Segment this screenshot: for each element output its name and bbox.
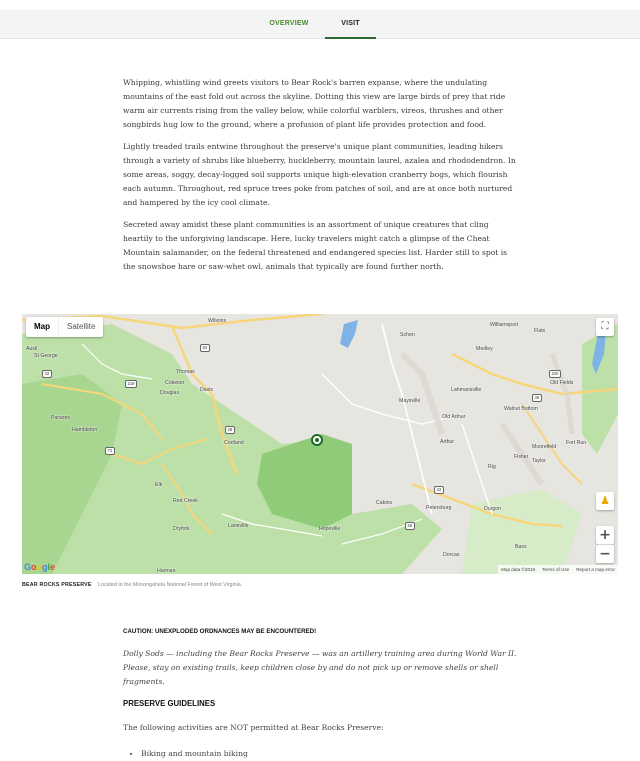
terms-of-use-link[interactable]: Terms of Use [542, 567, 570, 572]
zoom-in-button[interactable]: + [596, 526, 614, 544]
map-type-control [26, 317, 103, 337]
map-place-label: Thomas [176, 369, 195, 375]
map-place-label: Harman [157, 568, 176, 574]
map-place-label: Laneville [228, 523, 249, 529]
map-route-shield: 32 [42, 370, 52, 378]
tab-visit-label: VISIT [341, 20, 360, 27]
map-type-map-button[interactable]: Map [34, 322, 50, 331]
map-place-label: Schen [400, 332, 415, 338]
map-place-label: Ausil [26, 346, 38, 352]
map-attribution [498, 565, 618, 574]
map-route-shield: 42 [434, 486, 444, 494]
map-place-label: Douglas [160, 390, 180, 396]
active-tab-indicator [325, 37, 376, 39]
preserve-location-marker[interactable] [311, 434, 323, 446]
map-place-label: Moorefield [532, 444, 557, 450]
map-type-satellite-button[interactable]: Satellite [58, 317, 103, 337]
map-place-label: Davis [200, 387, 213, 393]
map-place-label: Bass [515, 544, 527, 550]
map-place-label: Flatx [534, 328, 546, 334]
article-paragraph: Secreted away amidst these plant communities is an assortment of unique creatures that cling heartily to the unforgiving landscape. Here, lucky travelers might catch a glimpse of the Cheat Mountain salamander, on the federal threatened and endangered species list. Harder still to spot is the snowshoe hare or saw-whet owl, animals that typically are found further north. [123, 220, 508, 271]
map-place-label: Durgon [484, 506, 502, 512]
map-place-label: Medley [476, 346, 493, 352]
map-place-label: Cabins [376, 500, 393, 506]
report-map-error-link[interactable]: Report a map error [576, 567, 615, 572]
map-route-shield: 219 [125, 380, 137, 388]
preserve-location-text: Located in the Monongahela National Forest of West Virginia. [98, 582, 243, 588]
map-place-label: Petersburg [426, 505, 452, 511]
google-logo[interactable]: Google [24, 562, 56, 572]
map-place-label: Lahmansville [451, 387, 482, 393]
fullscreen-icon[interactable]: ⛶ [596, 318, 614, 336]
preserve-name: BEAR ROCKS PRESERVE [22, 582, 92, 588]
pegman-icon[interactable]: ♟ [596, 492, 614, 510]
map-route-shield: 72 [105, 447, 115, 455]
map-place-label: Fort Run [566, 440, 587, 446]
article-paragraph: Lightly treaded trails entwine throughout the preserve's unique plant communities, leading hikers through a variety of shrubs like blueberry, huckleberry, mountain laurel, azalea and rhododendron. In some areas, soggy, decay-logged soil supports unique high-elevation cranberry bogs, which flourish each autumn. Throughout, red spruce trees poke from patches of soil, and are at once both nurtured and hampered by the icy cool climate. [123, 142, 516, 207]
caution-text: Dolly Sods — including the Bear Rocks Preserve — was an artillery training area during World War II. Please, stay on existing trails, keep children close by and do not pick up or remove shells or shell fragments. [123, 649, 517, 686]
map-route-shield: 55 [405, 522, 415, 530]
map-place-label: Fisher [514, 454, 529, 460]
list-item: • Biking and mountain biking [141, 747, 517, 761]
map-place-label: Williamsport [490, 322, 519, 328]
map-route-shield: 48 [532, 394, 542, 402]
map-place-label: Wilsons [208, 318, 227, 324]
map-place-label: Coketon [165, 380, 185, 386]
preserve-map[interactable] [22, 314, 618, 574]
section-tab-bar [0, 10, 640, 39]
article-body [123, 76, 517, 282]
tab-overview[interactable]: OVERVIEW [269, 20, 309, 27]
map-data-attribution: Map data ©2019 [501, 567, 536, 572]
map-place-label: Maysville [399, 398, 421, 404]
map-place-label: Dorcas [443, 552, 460, 558]
map-route-shield: 220 [549, 370, 561, 378]
caution-heading: CAUTION: UNEXPLODED ORDNANCES MAY BE ENCOUNTERED! [123, 628, 317, 635]
zoom-out-button[interactable]: − [596, 545, 614, 563]
article-paragraph: Whipping, whistling wind greets visitors to Bear Rock's barren expanse, where the undulating mountains of the east fold out across the skyline. Dotting this view are large birds of prey that ride warm air currents rising from the valley below, while colorful warblers, vireos, thrushes and other songbirds hug low to the ground, where a profusion of plant life provides protection and food. [123, 78, 506, 129]
map-place-label: Parsons [51, 415, 71, 421]
map-place-label: Red Creek [173, 498, 198, 504]
guidelines-heading: PRESERVE GUIDELINES [123, 699, 216, 708]
visit-info-section [123, 628, 517, 761]
map-place-label: Arthur [440, 439, 455, 445]
map-place-label: Old Arthur [442, 414, 466, 420]
map-place-label: Elk [155, 482, 163, 488]
map-place-label: Hambleton [72, 427, 98, 433]
map-route-shield: 28 [225, 426, 235, 434]
map-route-shield: 93 [200, 344, 210, 352]
guidelines-intro: The following activities are NOT permitted at Bear Rocks Preserve: [123, 723, 384, 732]
map-caption [22, 582, 242, 588]
map-place-label: Dryfork [173, 526, 190, 532]
map-place-label: Cortland [224, 440, 244, 446]
map-place-label: Walnut Bottom [504, 406, 538, 412]
map-place-label: Old Fields [550, 380, 574, 386]
prohibited-activities-list [123, 747, 517, 761]
map-place-label: Taylor [532, 458, 546, 464]
map-place-label: Hopeville [319, 526, 341, 532]
tab-visit[interactable] [325, 10, 376, 38]
map-place-label: St George [34, 353, 58, 359]
map-place-label: Rig [488, 464, 496, 470]
